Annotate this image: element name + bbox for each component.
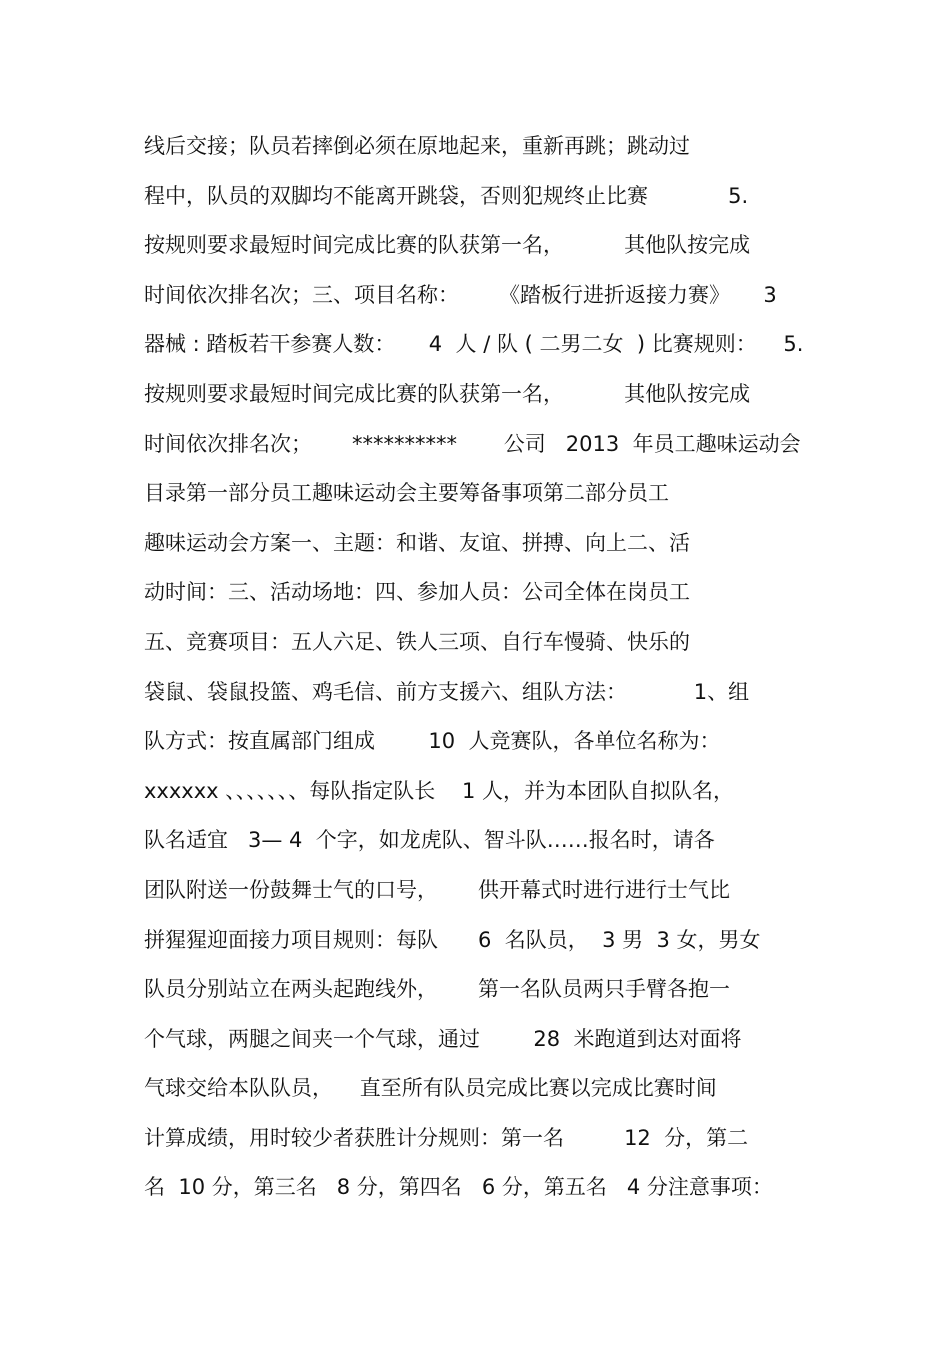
text-line: 团队附送一份鼓舞士气的口号， 供开幕式时进行进行士气比 bbox=[144, 877, 731, 902]
text-line: 目录第一部分员工趣味运动会主要筹备事项第二部分员工 bbox=[144, 481, 669, 506]
text-line: 拼猩猩迎面接力项目规则：每队 6 名队员， 3 男 3 女，男女 bbox=[144, 927, 761, 952]
text-line: 队员分别站立在两头起跑线外， 第一名队员两只手臂各抱一 bbox=[144, 977, 731, 1002]
text-line: 时间依次排名次； ********** 公司 2013 年员工趣味运动会 bbox=[144, 431, 801, 456]
text-line: 程中，队员的双脚均不能离开跳袋，否则犯规终止比赛 5. bbox=[144, 183, 749, 208]
text-line: 袋鼠、袋鼠投篮、鸡毛信、前方支援六、组队方法： 1、组 bbox=[144, 679, 750, 704]
text-line: 按规则要求最短时间完成比赛的队获第一名， 其他队按完成 bbox=[144, 381, 751, 406]
text-line: 名 10 分，第三名 8 分，第四名 6 分，第五名 4 分注意事项： bbox=[144, 1175, 773, 1200]
text-line: 计算成绩，用时较少者获胜计分规则：第一名 12 分，第二 bbox=[144, 1125, 749, 1150]
text-line: 器械 : 踏板若干参赛人数： 4 人 / 队 ( 二男二女 ) 比赛规则： 5. bbox=[144, 332, 804, 357]
body-text bbox=[144, 122, 824, 1213]
text-line: 五、竞赛项目：五人六足、铁人三项、自行车慢骑、快乐的 bbox=[144, 629, 690, 654]
text-line: 线后交接；队员若摔倒必须在原地起来，重新再跳；跳动过 bbox=[144, 134, 690, 158]
text-line: 队方式：按直属部门组成 10 人竞赛队，各单位名称为： bbox=[144, 729, 721, 754]
text-line: 队名适宜 3— 4 个字，如龙虎队、智斗队……报名时，请各 bbox=[144, 828, 715, 853]
text-line: 动时间：三、活动场地：四、参加人员：公司全体在岗员工 bbox=[144, 580, 690, 605]
text-line: 气球交给本队队员， 直至所有队员完成比赛以完成比赛时间 bbox=[144, 1076, 717, 1101]
text-line: 趣味运动会方案一、主题：和谐、友谊、拼搏、向上二、活 bbox=[144, 530, 690, 555]
text-line: 个气球，两腿之间夹一个气球，通过 28 米跑道到达对面将 bbox=[144, 1026, 742, 1051]
text-line: xxxxxx 、、、、、、、每队指定队长 1 人，并为本团队自拟队名， bbox=[144, 778, 734, 803]
text-line: 按规则要求最短时间完成比赛的队获第一名， 其他队按完成 bbox=[144, 233, 751, 258]
text-line: 时间依次排名次；三、项目名称： 《踏板行进折返接力赛》 3 bbox=[144, 282, 777, 307]
